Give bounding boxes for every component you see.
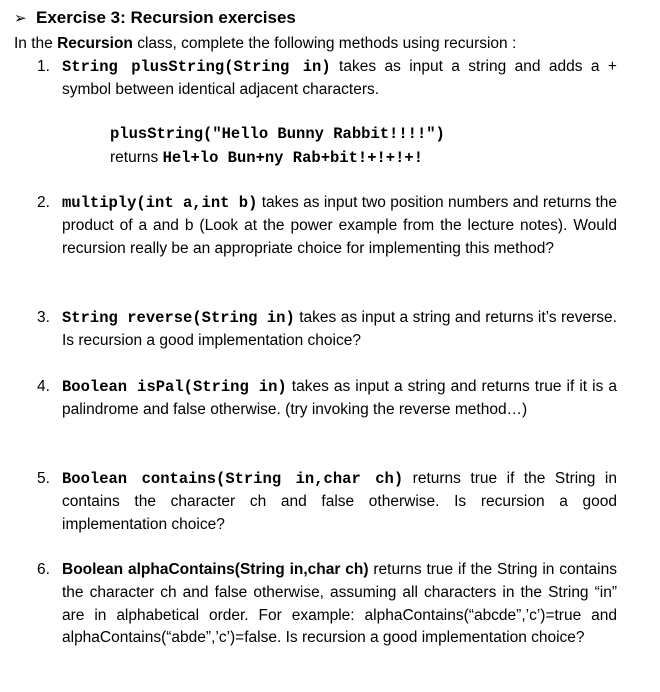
- exercise-item-1: [37, 56, 617, 102]
- method-signature: String reverse(String in): [62, 309, 295, 327]
- item-number: 2.: [37, 194, 50, 211]
- intro-paragraph: [14, 35, 516, 53]
- item-body: [62, 56, 617, 102]
- intro-prefix: In the: [14, 35, 58, 52]
- item-number: 3.: [37, 309, 50, 326]
- item-number: 6.: [37, 561, 50, 578]
- item-number: 1.: [37, 58, 50, 75]
- method-signature: Boolean contains(String in,char ch): [62, 470, 404, 488]
- exercise-title: Exercise 3: Recursion exercises: [36, 8, 296, 27]
- exercise-item-5: [37, 468, 617, 536]
- intro-suffix: class, complete the following methods using recursion :: [132, 35, 517, 52]
- example-call: plusString("Hello Bunny Rabbit!!!!"): [110, 125, 445, 143]
- method-signature: String plusString(String in): [62, 58, 331, 76]
- example-returns-label: returns: [110, 149, 163, 166]
- item-number: 4.: [37, 378, 50, 395]
- item-number: 5.: [37, 470, 50, 487]
- example-returns: [110, 146, 445, 170]
- item-text: returns true if the String in contains the character ch and false otherwise, assuming all characters in the String “in” are in alphabetical order. For example: alphaContains(“abcde”,’c’)=true and alphaContains(“abde”,’c’)=false. Is recursion a good implementation choice?: [62, 561, 617, 647]
- item-text-continued: adds a + symbol between identical adjacent characters.: [62, 58, 617, 98]
- item-text: returns true if the String in contains the character ch and false otherwise. Is recursion a good implementation choice?: [62, 470, 617, 533]
- item-body: [62, 192, 617, 260]
- exercise-heading: [14, 8, 296, 28]
- intro-class-name: Recursion: [57, 35, 133, 52]
- item-text: takes as input a string and returns it’s reverse. Is recursion a good implementation choice?: [62, 309, 617, 349]
- item-body: [62, 468, 617, 536]
- method-signature: Boolean isPal(String in): [62, 378, 287, 396]
- exercise-item-6: [37, 559, 617, 650]
- example-returns-value: Hel+lo Bun+ny Rab+bit!+!+!+!: [162, 149, 424, 167]
- item-text: takes as input two position numbers and returns the product of a and b (Look at the power example from the lecture notes). Would recursion really be an appropriate choice for implementing this method?: [62, 194, 617, 257]
- arrow-bullet-icon: ➢: [14, 10, 27, 27]
- exercise-item-4: [37, 376, 617, 422]
- item-text: takes as input a string and: [330, 58, 541, 75]
- method-signature: multiply(int a,int b): [62, 194, 258, 212]
- item-body: [62, 307, 617, 353]
- exercise-item-2: [37, 192, 617, 260]
- method-signature: Boolean alphaContains(String in,char ch): [62, 561, 369, 578]
- item-body: [62, 376, 617, 422]
- exercise-item-3: [37, 307, 617, 353]
- item-text: takes as input a string and returns true if it is a palindrome and false otherwise. (try invoking the reverse method…): [62, 378, 617, 418]
- item-body: [62, 559, 617, 650]
- example-block: [110, 122, 445, 170]
